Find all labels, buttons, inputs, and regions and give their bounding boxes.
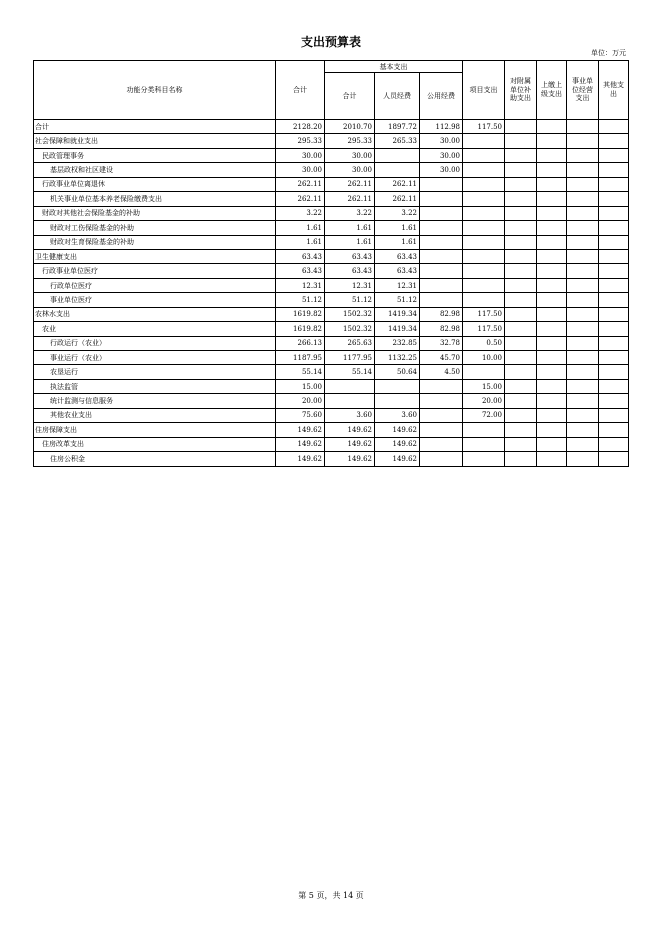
row-project-cell: 0.50 [463, 336, 505, 350]
header-business: 事业单位经营支出 [567, 61, 599, 120]
row-public-cell [420, 192, 463, 206]
row-other-cell [599, 307, 629, 321]
row-name-cell: 事业运行（农业） [34, 351, 276, 365]
row-business-cell [567, 163, 599, 177]
table-row [34, 351, 629, 365]
row-public-cell [420, 278, 463, 292]
row-upper-cell [537, 120, 567, 134]
row-public-cell [420, 264, 463, 278]
row-name-cell: 其他农业支出 [34, 408, 276, 422]
row-name-cell: 行政运行（农业） [34, 336, 276, 350]
unit-label: 单位：万元 [591, 49, 626, 57]
row-other-cell [599, 192, 629, 206]
row-total-cell: 30.00 [276, 163, 325, 177]
row-project-cell [463, 437, 505, 451]
table-row [34, 394, 629, 408]
row-subsidy-cell [505, 249, 537, 263]
row-project-cell [463, 365, 505, 379]
row-business-cell [567, 264, 599, 278]
row-total-cell: 75.60 [276, 408, 325, 422]
row-project-cell [463, 206, 505, 220]
table-row [34, 177, 629, 191]
row-name-cell: 住房改革支出 [34, 437, 276, 451]
row-other-cell [599, 235, 629, 249]
row-subsidy-cell [505, 336, 537, 350]
row-name-cell: 社会保障和就业支出 [34, 134, 276, 148]
row-name-cell: 行政事业单位离退休 [34, 177, 276, 191]
row-subsidy-cell [505, 423, 537, 437]
row-personnel-cell: 3.60 [375, 408, 420, 422]
row-name-cell: 财政对其他社会保险基金的补助 [34, 206, 276, 220]
row-basic-cell: 51.12 [325, 293, 375, 307]
row-name-cell: 行政事业单位医疗 [34, 264, 276, 278]
row-business-cell [567, 221, 599, 235]
table-row [34, 235, 629, 249]
row-other-cell [599, 221, 629, 235]
row-subsidy-cell [505, 452, 537, 466]
row-total-cell: 149.62 [276, 452, 325, 466]
row-business-cell [567, 307, 599, 321]
row-name-cell: 住房公积金 [34, 452, 276, 466]
table-row [34, 293, 629, 307]
row-business-cell [567, 134, 599, 148]
row-name-cell: 事业单位医疗 [34, 293, 276, 307]
row-total-cell: 1.61 [276, 235, 325, 249]
row-total-cell: 295.33 [276, 134, 325, 148]
header-basic-total: 合计 [325, 73, 375, 120]
row-public-cell: 30.00 [420, 134, 463, 148]
row-subsidy-cell [505, 322, 537, 336]
row-basic-cell [325, 394, 375, 408]
row-upper-cell [537, 437, 567, 451]
row-public-cell: 30.00 [420, 163, 463, 177]
row-subsidy-cell [505, 134, 537, 148]
row-total-cell: 3.22 [276, 206, 325, 220]
row-public-cell: 4.50 [420, 365, 463, 379]
table-row [34, 206, 629, 220]
row-name-cell: 行政单位医疗 [34, 278, 276, 292]
row-business-cell [567, 322, 599, 336]
row-subsidy-cell [505, 379, 537, 393]
row-basic-cell: 3.60 [325, 408, 375, 422]
row-basic-cell: 1.61 [325, 235, 375, 249]
row-project-cell [463, 148, 505, 162]
row-public-cell [420, 235, 463, 249]
row-subsidy-cell [505, 206, 537, 220]
row-subsidy-cell [505, 351, 537, 365]
row-personnel-cell [375, 148, 420, 162]
row-subsidy-cell [505, 177, 537, 191]
row-basic-cell: 12.31 [325, 278, 375, 292]
row-total-cell: 30.00 [276, 148, 325, 162]
row-total-cell: 262.11 [276, 177, 325, 191]
row-name-cell: 农林水支出 [34, 307, 276, 321]
table-header [34, 61, 629, 120]
row-name-cell: 财政对工伤保险基金的补助 [34, 221, 276, 235]
row-personnel-cell [375, 163, 420, 177]
row-basic-cell: 3.22 [325, 206, 375, 220]
header-upper: 上缴上级支出 [537, 61, 567, 120]
row-public-cell: 82.98 [420, 307, 463, 321]
row-business-cell [567, 120, 599, 134]
row-name-cell: 财政对生育保险基金的补助 [34, 235, 276, 249]
row-other-cell [599, 379, 629, 393]
row-public-cell [420, 379, 463, 393]
table-row [34, 134, 629, 148]
header-basic-group: 基本支出 [325, 61, 463, 73]
row-basic-cell: 262.11 [325, 192, 375, 206]
row-business-cell [567, 293, 599, 307]
row-upper-cell [537, 365, 567, 379]
row-upper-cell [537, 423, 567, 437]
header-name: 功能分类科目名称 [34, 61, 276, 120]
row-other-cell [599, 163, 629, 177]
row-name-cell: 基层政权和社区建设 [34, 163, 276, 177]
table-row [34, 120, 629, 134]
row-other-cell [599, 148, 629, 162]
row-total-cell: 1619.82 [276, 322, 325, 336]
row-project-cell [463, 192, 505, 206]
row-upper-cell [537, 249, 567, 263]
row-public-cell: 30.00 [420, 148, 463, 162]
table-row [34, 423, 629, 437]
row-public-cell [420, 408, 463, 422]
row-public-cell [420, 437, 463, 451]
row-subsidy-cell [505, 148, 537, 162]
table-row [34, 148, 629, 162]
row-business-cell [567, 148, 599, 162]
row-project-cell [463, 177, 505, 191]
row-public-cell: 32.78 [420, 336, 463, 350]
row-basic-cell: 30.00 [325, 148, 375, 162]
row-project-cell [463, 264, 505, 278]
row-subsidy-cell [505, 235, 537, 249]
row-project-cell [463, 163, 505, 177]
row-other-cell [599, 134, 629, 148]
row-basic-cell: 265.63 [325, 336, 375, 350]
row-basic-cell: 2010.70 [325, 120, 375, 134]
row-public-cell [420, 293, 463, 307]
row-subsidy-cell [505, 307, 537, 321]
row-basic-cell: 149.62 [325, 452, 375, 466]
row-total-cell: 2128.20 [276, 120, 325, 134]
row-personnel-cell: 1419.34 [375, 322, 420, 336]
page-footer: 第 5 页，共 14 页 [298, 891, 364, 900]
row-basic-cell: 55.14 [325, 365, 375, 379]
row-subsidy-cell [505, 278, 537, 292]
row-subsidy-cell [505, 192, 537, 206]
row-personnel-cell: 63.43 [375, 249, 420, 263]
row-business-cell [567, 278, 599, 292]
row-project-cell [463, 221, 505, 235]
row-upper-cell [537, 322, 567, 336]
row-subsidy-cell [505, 163, 537, 177]
row-project-cell: 117.50 [463, 120, 505, 134]
row-upper-cell [537, 206, 567, 220]
row-subsidy-cell [505, 408, 537, 422]
row-personnel-cell: 1.61 [375, 221, 420, 235]
row-upper-cell [537, 148, 567, 162]
row-public-cell [420, 249, 463, 263]
row-subsidy-cell [505, 394, 537, 408]
row-total-cell: 1.61 [276, 221, 325, 235]
row-upper-cell [537, 452, 567, 466]
row-name-cell: 卫生健康支出 [34, 249, 276, 263]
row-total-cell: 266.13 [276, 336, 325, 350]
row-basic-cell: 1502.32 [325, 307, 375, 321]
row-upper-cell [537, 278, 567, 292]
row-project-cell: 15.00 [463, 379, 505, 393]
row-personnel-cell: 50.64 [375, 365, 420, 379]
row-total-cell: 63.43 [276, 264, 325, 278]
row-upper-cell [537, 177, 567, 191]
row-personnel-cell: 262.11 [375, 192, 420, 206]
table-row [34, 278, 629, 292]
table-row [34, 379, 629, 393]
row-public-cell [420, 177, 463, 191]
row-name-cell: 民政管理事务 [34, 148, 276, 162]
row-project-cell [463, 278, 505, 292]
row-personnel-cell [375, 394, 420, 408]
row-personnel-cell: 1132.25 [375, 351, 420, 365]
row-project-cell [463, 249, 505, 263]
page-title: 支出预算表 [300, 35, 361, 49]
row-personnel-cell: 149.62 [375, 423, 420, 437]
row-public-cell: 82.98 [420, 322, 463, 336]
row-other-cell [599, 177, 629, 191]
row-project-cell [463, 235, 505, 249]
budget-table [33, 60, 629, 467]
row-subsidy-cell [505, 264, 537, 278]
row-upper-cell [537, 351, 567, 365]
row-basic-cell: 30.00 [325, 163, 375, 177]
table-row [34, 336, 629, 350]
row-basic-cell [325, 379, 375, 393]
row-upper-cell [537, 394, 567, 408]
table-row [34, 163, 629, 177]
row-total-cell: 63.43 [276, 249, 325, 263]
header-total: 合计 [276, 61, 325, 120]
row-upper-cell [537, 408, 567, 422]
row-basic-cell: 63.43 [325, 264, 375, 278]
row-total-cell: 1619.82 [276, 307, 325, 321]
row-business-cell [567, 249, 599, 263]
row-personnel-cell: 149.62 [375, 452, 420, 466]
row-personnel-cell: 232.85 [375, 336, 420, 350]
row-other-cell [599, 278, 629, 292]
row-personnel-cell [375, 379, 420, 393]
row-public-cell [420, 394, 463, 408]
row-other-cell [599, 336, 629, 350]
row-other-cell [599, 206, 629, 220]
table-body [34, 120, 629, 467]
row-upper-cell [537, 307, 567, 321]
row-name-cell: 统计监测与信息服务 [34, 394, 276, 408]
row-upper-cell [537, 192, 567, 206]
row-business-cell [567, 408, 599, 422]
row-other-cell [599, 120, 629, 134]
table-row [34, 437, 629, 451]
row-personnel-cell: 149.62 [375, 437, 420, 451]
row-basic-cell: 149.62 [325, 423, 375, 437]
row-other-cell [599, 437, 629, 451]
row-total-cell: 51.12 [276, 293, 325, 307]
table-row [34, 192, 629, 206]
row-personnel-cell: 1.61 [375, 235, 420, 249]
row-business-cell [567, 394, 599, 408]
header-project: 项目支出 [463, 61, 505, 120]
row-business-cell [567, 365, 599, 379]
row-upper-cell [537, 336, 567, 350]
row-project-cell: 10.00 [463, 351, 505, 365]
row-total-cell: 55.14 [276, 365, 325, 379]
row-upper-cell [537, 163, 567, 177]
table-row [34, 452, 629, 466]
row-business-cell [567, 192, 599, 206]
row-project-cell: 72.00 [463, 408, 505, 422]
row-business-cell [567, 351, 599, 365]
row-total-cell: 1187.95 [276, 351, 325, 365]
row-business-cell [567, 177, 599, 191]
row-personnel-cell: 1419.34 [375, 307, 420, 321]
row-project-cell: 117.50 [463, 322, 505, 336]
row-basic-cell: 262.11 [325, 177, 375, 191]
row-total-cell: 12.31 [276, 278, 325, 292]
row-name-cell: 住房保障支出 [34, 423, 276, 437]
row-personnel-cell: 51.12 [375, 293, 420, 307]
row-upper-cell [537, 379, 567, 393]
row-personnel-cell: 1897.72 [375, 120, 420, 134]
row-personnel-cell: 262.11 [375, 177, 420, 191]
row-project-cell [463, 134, 505, 148]
table-row [34, 408, 629, 422]
row-basic-cell: 1502.32 [325, 322, 375, 336]
row-project-cell [463, 293, 505, 307]
row-other-cell [599, 452, 629, 466]
row-business-cell [567, 452, 599, 466]
row-basic-cell: 1.61 [325, 221, 375, 235]
row-other-cell [599, 408, 629, 422]
row-total-cell: 262.11 [276, 192, 325, 206]
row-name-cell: 合计 [34, 120, 276, 134]
row-total-cell: 149.62 [276, 423, 325, 437]
row-subsidy-cell [505, 437, 537, 451]
row-upper-cell [537, 134, 567, 148]
table-row [34, 365, 629, 379]
row-other-cell [599, 423, 629, 437]
row-business-cell [567, 336, 599, 350]
row-name-cell: 执法监管 [34, 379, 276, 393]
table-row [34, 322, 629, 336]
row-subsidy-cell [505, 293, 537, 307]
row-subsidy-cell [505, 365, 537, 379]
row-other-cell [599, 322, 629, 336]
table-row [34, 221, 629, 235]
row-personnel-cell: 3.22 [375, 206, 420, 220]
row-total-cell: 15.00 [276, 379, 325, 393]
row-other-cell [599, 293, 629, 307]
row-personnel-cell: 265.33 [375, 134, 420, 148]
row-basic-cell: 1177.95 [325, 351, 375, 365]
header-other: 其他支出 [599, 61, 629, 120]
row-upper-cell [537, 235, 567, 249]
row-other-cell [599, 264, 629, 278]
row-other-cell [599, 365, 629, 379]
row-public-cell [420, 206, 463, 220]
row-business-cell [567, 235, 599, 249]
header-public: 公用经费 [420, 73, 463, 120]
row-name-cell: 农业 [34, 322, 276, 336]
table-row [34, 264, 629, 278]
row-project-cell [463, 423, 505, 437]
row-project-cell [463, 452, 505, 466]
row-other-cell [599, 394, 629, 408]
row-personnel-cell: 63.43 [375, 264, 420, 278]
row-basic-cell: 63.43 [325, 249, 375, 263]
row-public-cell [420, 423, 463, 437]
row-total-cell: 20.00 [276, 394, 325, 408]
row-business-cell [567, 437, 599, 451]
row-business-cell [567, 379, 599, 393]
table-row [34, 249, 629, 263]
table-row [34, 307, 629, 321]
row-basic-cell: 295.33 [325, 134, 375, 148]
row-upper-cell [537, 221, 567, 235]
header-subsidy: 对附属单位补助支出 [505, 61, 537, 120]
row-upper-cell [537, 264, 567, 278]
row-name-cell: 机关事业单位基本养老保险缴费支出 [34, 192, 276, 206]
row-other-cell [599, 351, 629, 365]
row-subsidy-cell [505, 120, 537, 134]
header-personnel: 人员经费 [375, 73, 420, 120]
row-business-cell [567, 423, 599, 437]
row-public-cell: 45.70 [420, 351, 463, 365]
row-other-cell [599, 249, 629, 263]
row-upper-cell [537, 293, 567, 307]
row-public-cell [420, 452, 463, 466]
row-total-cell: 149.62 [276, 437, 325, 451]
row-personnel-cell: 12.31 [375, 278, 420, 292]
row-subsidy-cell [505, 221, 537, 235]
row-name-cell: 农垦运行 [34, 365, 276, 379]
row-basic-cell: 149.62 [325, 437, 375, 451]
row-project-cell: 20.00 [463, 394, 505, 408]
row-public-cell [420, 221, 463, 235]
row-public-cell: 112.98 [420, 120, 463, 134]
row-project-cell: 117.50 [463, 307, 505, 321]
row-business-cell [567, 206, 599, 220]
